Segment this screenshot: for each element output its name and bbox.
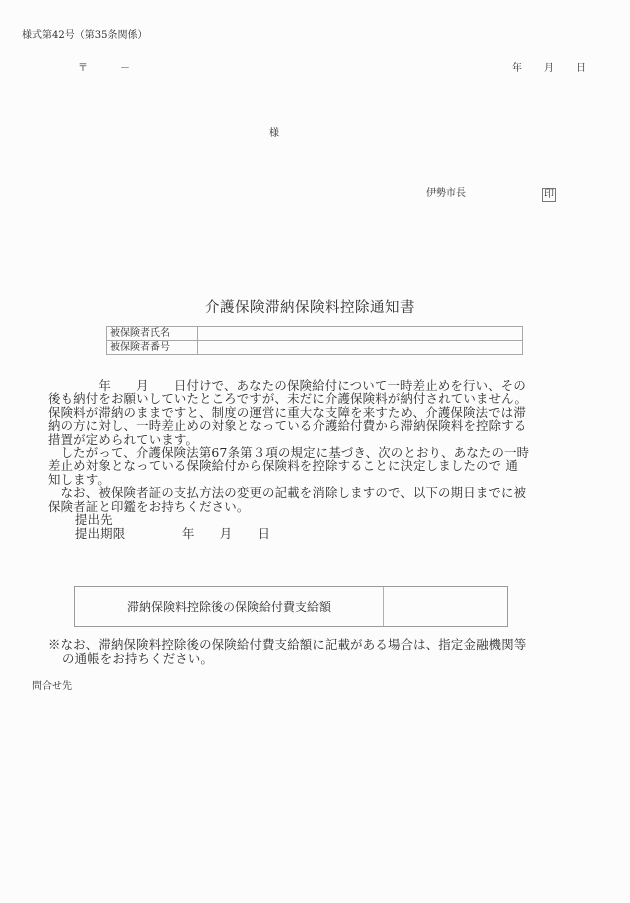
- postal-mark: 〒: [78, 63, 88, 74]
- deadline-date: 年 月 日: [182, 526, 271, 541]
- insured-name-label: 被保険者氏名: [107, 327, 198, 341]
- body-line: 措置が定められています。: [48, 431, 199, 447]
- date-year: 年: [512, 63, 522, 74]
- table-row: [107, 341, 523, 355]
- body-line: 納の方に対し、一時差止めの対象となっている介護給付費から滞納保険料を控除する: [48, 418, 527, 434]
- benefit-amount-value[interactable]: [384, 587, 507, 626]
- body-line: 知します。: [48, 471, 110, 487]
- table-row: [107, 327, 523, 341]
- body-line: 年 月 日付けで、あなたの保険給付について一時差止めを行い、その: [48, 378, 526, 393]
- body-line: 後も納付をお願いしていたところですが、未だに介護保険料が納付されていません。: [48, 391, 528, 407]
- note-line-2: の通帳をお持ちください。: [62, 651, 214, 666]
- insured-name-value[interactable]: [198, 327, 523, 341]
- document-title: 介護保険滞納保険料控除通知書: [205, 300, 415, 316]
- contact-label: 問合せ先: [32, 681, 72, 692]
- insured-number-label: 被保険者番号: [107, 341, 198, 355]
- issuer-name: 伊勢市長: [426, 188, 466, 199]
- benefit-amount-label: 滞納保険料控除後の保険給付費支給額: [75, 587, 384, 626]
- postal-dash: －: [120, 63, 130, 74]
- body-line: 差止め対象となっている保険給付から保険料を控除することに決定しましたので 通: [48, 458, 518, 474]
- deadline-label: 提出期限: [75, 526, 126, 541]
- body-line: したがって、介護保険法第67条第３項の規定に基づき、次のとおり、あなたの一時: [48, 445, 530, 461]
- insured-number-value[interactable]: [198, 341, 523, 355]
- benefit-amount-box: [74, 586, 508, 627]
- body-line: なお、被保険者証の支払方法の変更の記載を消除しますので、以下の期日までに被: [48, 485, 527, 501]
- recipient-suffix: 様: [269, 128, 279, 139]
- note-line-1: ※なお、滞納保険料控除後の保険給付費支給額に記載がある場合は、指定金融機関等: [48, 637, 527, 652]
- seal-icon: 印: [544, 189, 554, 200]
- date-day: 日: [576, 63, 586, 74]
- body-line: 保険者証と印鑑をお持ちください。: [48, 498, 250, 514]
- body-line: 保険料が滞納のままですと、制度の運営に重大な支障を来すため、介護保険法では滞: [48, 404, 526, 420]
- form-number: 様式第42号（第35条関係）: [22, 30, 148, 41]
- date-month: 月: [544, 63, 554, 74]
- seal-mark: [542, 182, 556, 202]
- insured-info-table: [106, 326, 523, 355]
- submit-to-label: 提出先: [75, 512, 113, 527]
- body-paragraphs: [48, 379, 529, 513]
